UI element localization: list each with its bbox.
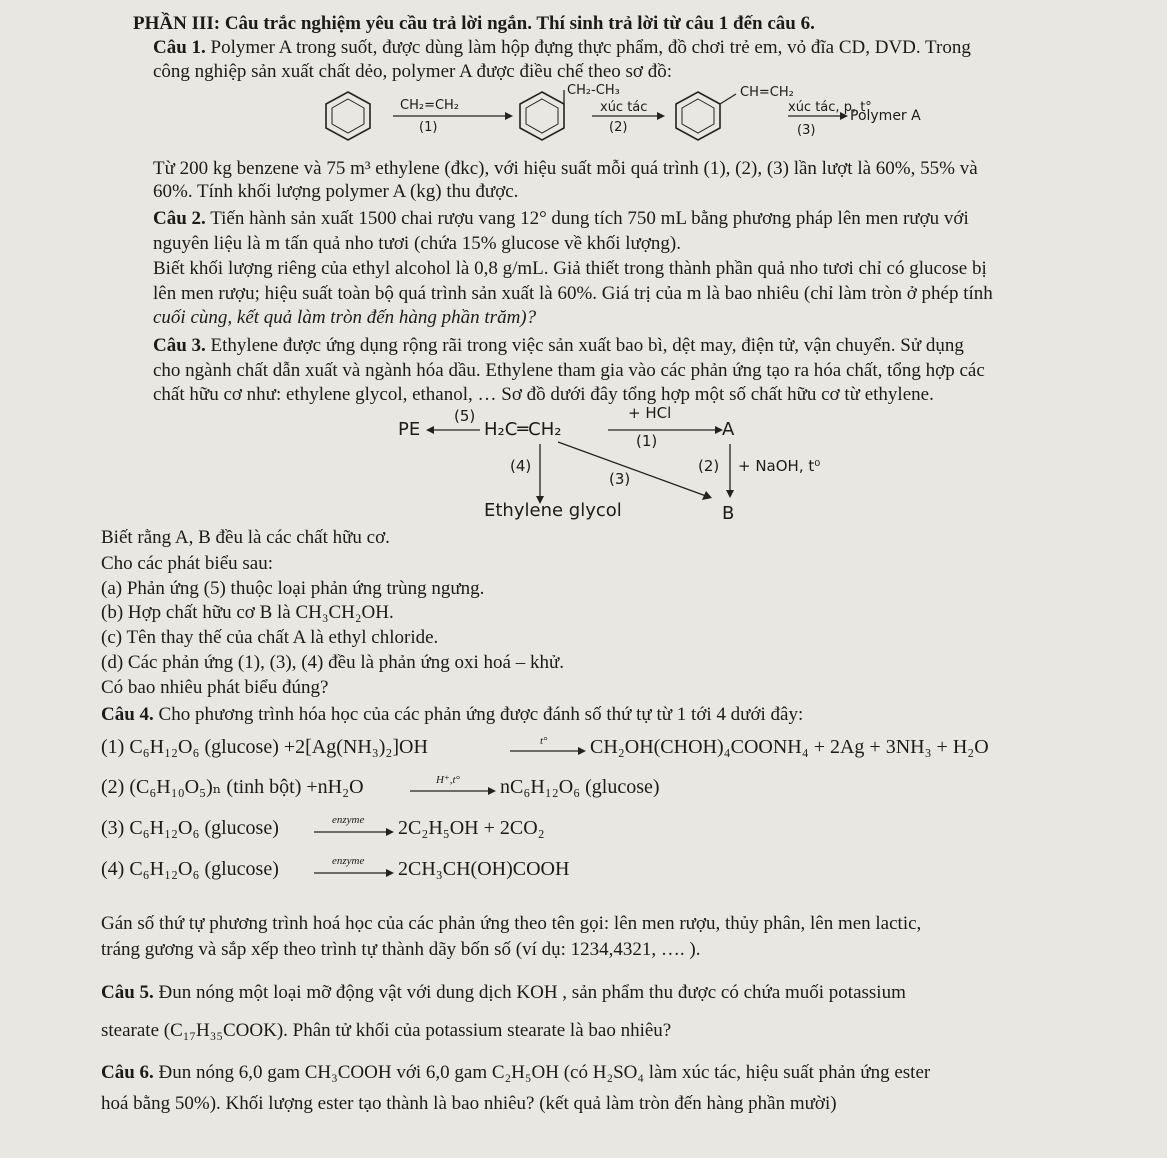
q1-reagent-ethylene: CH₂=CH₂: [400, 98, 460, 113]
q3-statement-d: (d) Các phản ứng (1), (3), (4) đều là phản ứng oxi hoá – khử.: [101, 652, 565, 673]
question-number: Câu 6.: [101, 1062, 154, 1083]
question-number: Câu 1.: [153, 37, 206, 58]
q3-statement-b: (b) Hợp chất hữu cơ B là CH₃CH₂OH.: [101, 602, 394, 623]
q3-statement-a: (a) Phản ứng (5) thuộc loại phản ứng trùng ngưng.: [101, 578, 485, 599]
q1-line2: công nghiệp sản xuất chất dẻo, polymer A được điều chế theo sơ đồ:: [153, 61, 672, 82]
q3-hcl: + HCl: [628, 404, 672, 422]
q2-line4: lên men rượu; hiệu suất toàn bộ quá trình sản xuất là 60%. Giá trị của m là bao nhiêu (chỉ làm tròn ở phép tính: [153, 283, 993, 304]
q2-line2: nguyên liệu là m tấn quả nho tươi (chứa 15% glucose về khối lượng).: [153, 233, 681, 254]
q3-statement-c: (c) Tên thay thế của chất A là ethyl chloride.: [101, 627, 439, 648]
q1-step-2: (2): [609, 120, 628, 135]
q4-eq4-condition: enzyme: [332, 855, 365, 867]
q1-catalyst-3: xúc tác, p, t°: [788, 100, 872, 115]
q4-eq3-arrow: [312, 825, 396, 839]
q1-step-1: (1): [419, 120, 438, 135]
q5-line1: Câu 5. Đun nóng một loại mỡ động vật với dung dịch KOH , sản phẩm thu được có chứa muối potassium: [101, 982, 906, 1003]
question-number: Câu 2.: [153, 208, 206, 229]
arrow-step-3: [558, 442, 706, 496]
benzene-ring-2: [520, 90, 564, 140]
q3-naoh: + NaOH, t⁰: [738, 457, 821, 475]
q4-eq4-left: (4) C₆H₁₂O₆ (glucose): [101, 858, 279, 880]
q3-line3: chất hữu cơ như: ethylene glycol, ethanol, … Sơ đồ dưới đây tổng hợp một số chất hữu cơ từ ethylene.: [153, 384, 934, 405]
q1-reaction-scheme: [300, 80, 940, 152]
q4-eq4-right: 2CH₃CH(OH)COOH: [398, 858, 570, 880]
q3-line4: Biết rằng A, B đều là các chất hữu cơ.: [101, 527, 390, 548]
q3-step-1: (1): [636, 432, 658, 450]
q4-eq1-left: (1) C₆H₁₂O₆ (glucose) +2[Ag(NH₃)₂]OH: [101, 736, 428, 758]
section-title: PHẦN III: Câu trắc nghiệm yêu cầu trả lời ngắn. Thí sinh trả lời từ câu 1 đến câu 6.: [133, 13, 815, 34]
q4-line3: tráng gương và sắp xếp theo trình tự thành dãy bốn số (ví dụ: 1234,4321, …. ).: [101, 939, 701, 960]
q4-eq1-condition: t°: [540, 735, 548, 747]
benzene-ring-3: [676, 92, 736, 140]
q5-line2: stearate (C₁₇H₃₅COOK). Phân tử khối của potassium stearate là bao nhiêu?: [101, 1020, 672, 1041]
q1-ethylbenzene-group: CH₂-CH₃: [567, 83, 620, 98]
q4-eq2-arrow: [408, 784, 498, 798]
question-number: Câu 5.: [101, 982, 154, 1003]
q1-styrene-group: CH=CH₂: [740, 85, 794, 100]
q1-line1: Câu 1. Polymer A trong suốt, được dùng làm hộp đựng thực phẩm, đồ chơi trẻ em, vỏ đĩa CD, DVD. Trong: [153, 37, 971, 58]
q3-ethylene: H₂C═CH₂: [484, 419, 562, 440]
q3-pe: PE: [398, 419, 421, 440]
q4-eq4-arrow: [312, 866, 396, 880]
q4-line1: Câu 4. Cho phương trình hóa học của các phản ứng được đánh số thứ tự từ 1 tới 4 dưới đây:: [101, 704, 804, 725]
q1-step-3: (3): [797, 123, 816, 138]
question-number: Câu 4.: [101, 704, 154, 725]
q3-line5: Cho các phát biểu sau:: [101, 553, 274, 574]
q4-eq3-left: (3) C₆H₁₂O₆ (glucose): [101, 817, 279, 839]
q1-catalyst-2: xúc tác: [600, 100, 648, 115]
q2-line5: cuối cùng, kết quả làm tròn đến hàng phần trăm)?: [153, 307, 537, 328]
q3-step-4: (4): [510, 457, 532, 475]
q2-line3: Biết khối lượng riêng của ethyl alcohol là 0,8 g/mL. Giả thiết trong thành phần quả nho tươi chỉ có glucose bị: [153, 258, 987, 279]
q3-step-3: (3): [609, 470, 631, 488]
q3-step-2: (2): [698, 457, 720, 475]
q3-b: B: [722, 503, 735, 524]
q6-line1: Câu 6. Đun nóng 6,0 gam CH₃COOH với 6,0 gam C₂H₅OH (có H₂SO₄ làm xúc tác, hiệu suất phản ứng ester: [101, 1062, 931, 1083]
q4-eq1-right: CH₂OH(CHOH)₄COONH₄ + 2Ag + 3NH₃ + H₂O: [590, 736, 989, 758]
q3-a: A: [722, 419, 735, 440]
q3-ethylene-glycol: Ethylene glycol: [484, 500, 622, 521]
q1-line3: Từ 200 kg benzene và 75 m³ ethylene (đkc), với hiệu suất mỗi quá trình (1), (2), (3) lần lượt là 60%, 55% và: [153, 158, 978, 179]
q4-eq3-condition: enzyme: [332, 814, 365, 826]
q4-line2: Gán số thứ tự phương trình hoá học của các phản ứng theo tên gọi: lên men rượu, thủy phân, lên men lactic,: [101, 913, 922, 934]
q3-question: Có bao nhiêu phát biểu đúng?: [101, 677, 329, 698]
q3-step-5: (5): [454, 407, 476, 425]
q4-eq2-right: nC₆H₁₂O₆ (glucose): [500, 776, 660, 798]
q3-line2: cho ngành chất dẫn xuất và ngành hóa dầu. Ethylene tham gia vào các phản ứng tạo ra hóa chất, tổng hợp các: [153, 360, 985, 381]
question-number: Câu 3.: [153, 335, 206, 356]
q4-eq1-arrow: [508, 744, 588, 758]
q4-eq2-left: (2) (C₆H₁₀O₅)ₙ (tinh bột) +nH₂O: [101, 776, 364, 798]
q3-line1: Câu 3. Ethylene được ứng dụng rộng rãi trong việc sản xuất bao bì, dệt may, điện tử, vận chuyển. Sử dụng: [153, 335, 964, 356]
q6-line2: hoá bằng 50%). Khối lượng ester tạo thành là bao nhiêu? (kết quả làm tròn đến hàng phần mười): [101, 1093, 837, 1114]
q1-polymer-a: Polymer A: [850, 108, 921, 124]
q2-line1: Câu 2. Tiến hành sản xuất 1500 chai rượu vang 12° dung tích 750 mL bằng phương pháp lên men rượu với: [153, 208, 969, 229]
q4-eq3-right: 2C₂H₅OH + 2CO₂: [398, 817, 545, 839]
q4-eq2-condition: H⁺,t°: [436, 774, 460, 786]
q1-line4: 60%. Tính khối lượng polymer A (kg) thu được.: [153, 181, 519, 202]
benzene-ring-1: [326, 92, 370, 140]
